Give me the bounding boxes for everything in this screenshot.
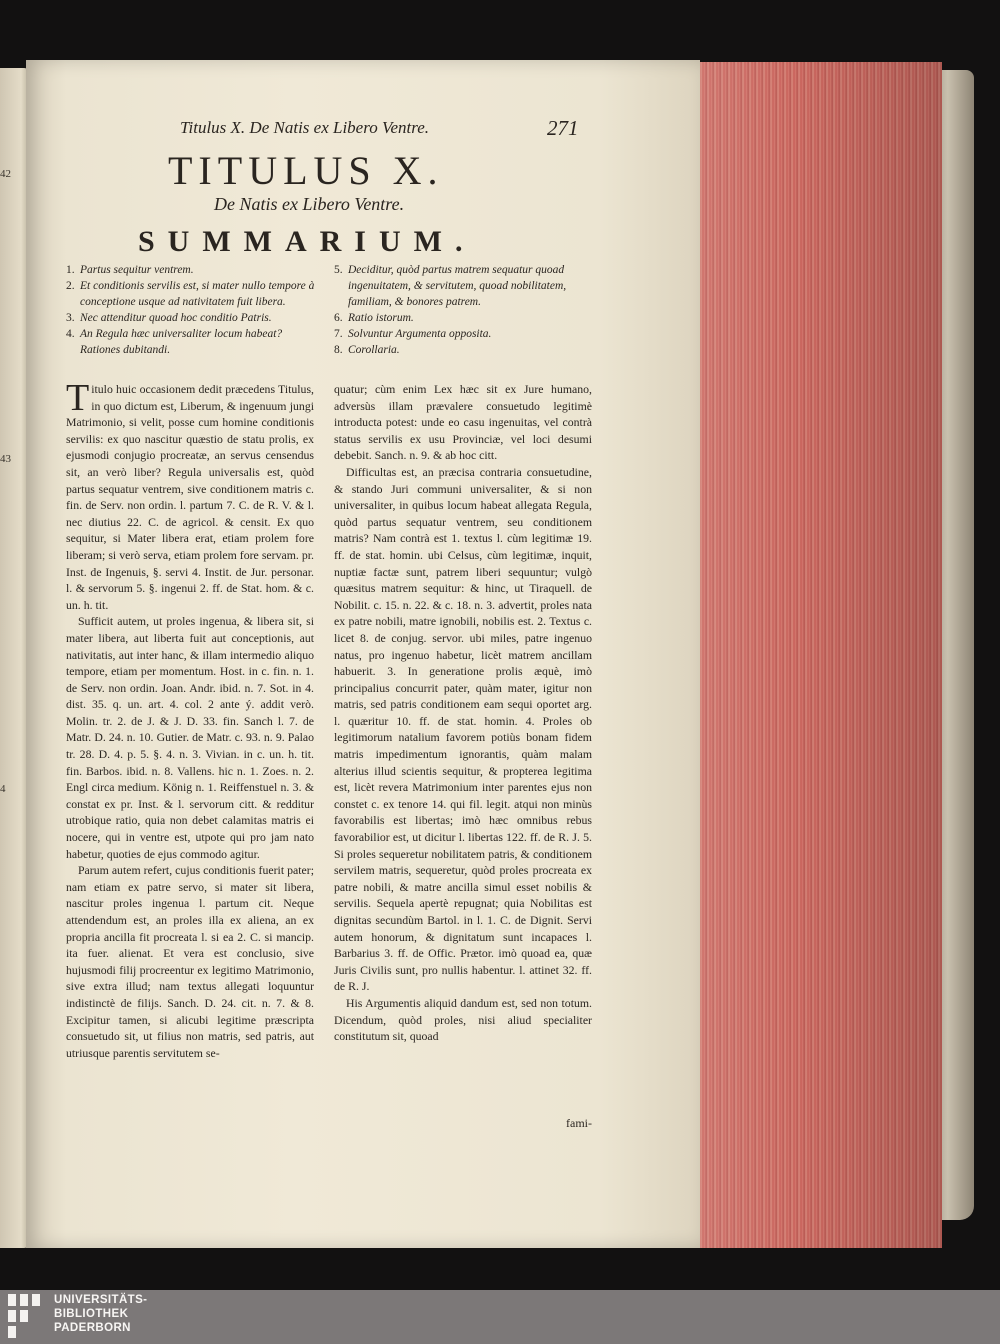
page-number: 271: [547, 116, 579, 140]
summary-item: 6. Ratio istorum.: [334, 312, 414, 324]
body-paragraph: His Argumentis aliquid dandum est, sed non totum. Dicendum, quòd proles, nisi aliud specialiter constitutum sit, quoad: [334, 995, 592, 1044]
summary-right-column: [334, 262, 596, 358]
library-name-line: PADERBORN: [54, 1322, 131, 1334]
body-right-column: [334, 381, 592, 1045]
library-name: [54, 1293, 147, 1335]
library-footer: [0, 1290, 1000, 1344]
body-left-column: [66, 377, 314, 1061]
library-logo-icon: [8, 1294, 44, 1340]
summary-item: 4. An Regula hæc universaliter locum habeat? Rationes dubitandi.: [66, 328, 283, 356]
catchword: fami-: [566, 1116, 592, 1130]
summary-item: 8. Corollaria.: [334, 344, 400, 356]
summary-item: 5. Deciditur, quòd partus matrem sequatur quoad ingenuitatem, & servitutem, quoad nobilitatem, familiam, & bonores patrem.: [334, 264, 567, 308]
margin-number: 4: [0, 783, 6, 795]
summary-item: 2. Et conditionis servilis est, si mater nullo tempore à conceptione usque ad nativitatem fuit libera.: [66, 280, 315, 308]
summarium-heading: SUMMARIUM.: [138, 225, 476, 258]
summary-item: 3. Nec attenditur quoad hoc conditio Patris.: [66, 312, 272, 324]
red-page-edges: [694, 62, 942, 1248]
summary-item: 7. Solvuntur Argumenta opposita.: [334, 328, 492, 340]
running-head: Titulus X. De Natis ex Libero Ventre.: [180, 118, 430, 137]
body-paragraph: Titulo huic occasionem dedit præcedens Titulus, in quo dictum est, Liberum, & ingenuum jungi Matrimonio, si velit, posse cum homine conditionis servilis: ex quo nascitur quæstio de statu prolis, ex ejusmodi conjugio procreatæ, an servus censendus sit, an verò liber? Regula universalis est, quòd partus sequatur ventrem, sive conditionem matris c. fin. de Serv. non ordin. l. partum 7. C. de R. V. & l. nec diutius 22. C. de agricol. & censit. Ex quo sequitur, si Mater libera erat, etiam prolem fore liberam; si verò serva, etiam prolem fore servam. pr. Inst. de Ingenuis, §. servi 4. Instit. de Jur. personar. l. & servorum 5. §. ingenui 2. ff. de Stat. hom. & c. un. h. tit.: [66, 377, 314, 612]
body-paragraph: Parum autem refert, cujus conditionis fuerit pater; nam etiam ex patre servo, si mater sit libera, nascitur proles ingenua l. partum cit. Neque attendendum est, an proles illa ex aliena, an ex propria ancilla fit procreata l. si ea 2. C. si mancip. ita fuer. alienat. Et vera est conclusio, sive hujusmodi filij procreentur ex legitimo Matrimonio, sive extra illud; nam textus allegati loquuntur indistinctè de filijs. Sanch. D. 24. cit. n. 7. & 8. Excipitur tamen, si alicubi legitime præscripta consuetudo sit, ut filius non matris, sed patris, aut utriusque parentis servitutem se-: [66, 863, 314, 1060]
drop-cap: T: [66, 377, 90, 419]
library-name-line: BIBLIOTHEK: [54, 1308, 129, 1320]
summary-item: 1. Partus sequitur ventrem.: [66, 264, 194, 276]
margin-number: 42: [0, 168, 11, 180]
library-name-line: UNIVERSITÄTS-: [54, 1294, 148, 1306]
title-heading: TITULUS X.: [168, 148, 444, 193]
body-paragraph: Sufficit autem, ut proles ingenua, & libera sit, si mater libera, aut liberta fuit aut conceptionis, aut nativitatis, aut inter hanc, & illam intermedio aliquo tempore, etiam per momentum. Host. in c. fin. n. 1. de Serv. non ordin. Joan. Andr. ibid. n. 7. Sot. in 4. dist. 35. q. un. art. 4. col. 2 ante ý. addit verò. Molin. tr. 2. de J. & J. D. 33. fin. Sanch l. 7. de Matr. D. 24. n. 10. Gutier. de Matr. c. 93. n. 9. Palao tr. 28. D. 4. p. 5. §. 4. n. 3. Vivian. in c. un. h. tit. fin. Barbos. ibid. n. 8. Vallens. hic n. 1. Zoes. n. 2. Engl circa medium. König n. 1. Reiffenstuel n. 3. & constat ex pr. Inst. & l. servorum citt. & redditur utrobique ratio, quia non debet calamitas matris ei nocere, qui in ventre est, utpote qui pro jam nato habetur, quoties de ejus commodo agitur.: [66, 614, 314, 861]
subtitle: De Natis ex Libero Ventre.: [214, 194, 405, 214]
body-paragraph: quatur; cùm enim Lex hæc sit ex Jure humano, adversùs illam prævalere consuetudo legitimè introducta potest: unde eo casu ingenuitas, vel contrà status servilis ex usu Provinciæ, vel loci desumi debebit. Sanch. n. 9. & ab hoc citt.: [334, 382, 592, 463]
body-paragraph: Difficultas est, an præcisa contraria consuetudine, & stando Juri communi universaliter, & si non universaliter, in quibus locum habeat allegata Regula, quòd partus sequatur ventrem, seu conditionem matris? Nam contrà est 1. textus l. cùm legitimæ 19. ff. de stat. homin. ubi Celsus, cùm legitimæ, inquit, nuptiæ factæ sunt, patrem liberi sequuntur; vulgò quæsitus matrem sequitur: & hinc, ut Tiraquell. de Nobilit. c. 15. n. 22. & c. 18. n. 3. advertit, proles nata ex patre nobili, matre ignobili, nobilis est. 2. Textus c. licet 8. de conjug. servor. ubi miles, patre ingenuo natus, pro ingenuo habetur, licèt matrem ancillam habuerit. 3. In generatione prolis æquè, imò principalius concurrit pater, quàm mater, igitur non matris, sed patris conditionem eam sequi oportet arg. l. quæritur 10. ff. de stat. homin. 4. Proles ob legitimorum natalium favorem potiùs bonam fidem matris impedimentum ignorantis, quàm malam alterius illud scientis sequitur, & propterea legitima est, licèt revera Matrimonium inter parentes ejus non constet c. ex tenore 14. qui fil. legit. atqui non minùs favorabilis est libertas; imò hæc omnibus rebus favorabilior est, ut dicitur l. libertas 122. ff. de R. J. 5. Si proles sequeretur nobilitatem patris, & conditionem servilem matris, sequeretur, quòd proles procreata ex patre nobili, & matre ancilla simul esset nobilis & servilis. Sequela apertè repugnat; quia Nobilitas est dignitas secundùm Bartol. in l. 1. C. de Dignit. Servi autem honorum, & dignitatum sunt incapaces l. Barbarius 3. ff. de Offic. Prætor. imò quoad ea, quæ Juris Civilis sunt, pro nullis habentur. l. attinet 32. ff. de R. J.: [334, 464, 592, 994]
summary-left-column: [66, 262, 324, 358]
margin-number: 43: [0, 453, 11, 465]
